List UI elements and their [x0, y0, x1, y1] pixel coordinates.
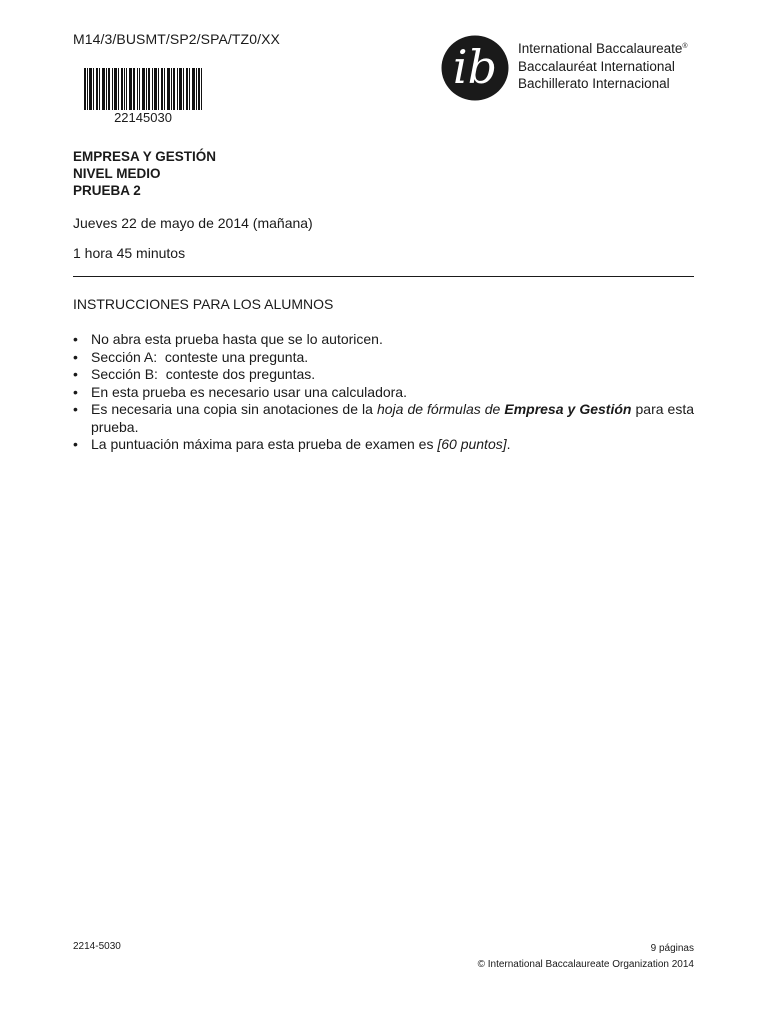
subject-level: NIVEL MEDIO [73, 166, 161, 181]
max-points: [60 puntos] [437, 436, 507, 452]
subject-ref: Empresa y Gestión [504, 401, 632, 417]
list-item: • Sección B: conteste dos preguntas. [73, 366, 316, 382]
subject-block [73, 148, 216, 199]
divider [73, 276, 694, 277]
footer-right [478, 941, 694, 973]
exam-date: Jueves 22 de mayo de 2014 (mañana) [73, 215, 313, 231]
paper-number: PRUEBA 2 [73, 183, 141, 198]
barcode-number: 22145030 [114, 110, 172, 125]
ib-name-english: International Baccalaureate® [518, 41, 688, 56]
ib-name-french: Baccalauréat International [518, 58, 675, 74]
ib-logo [441, 35, 509, 101]
bullet: • [73, 348, 78, 365]
formula-sheet-ref: hoja de fórmulas de [376, 401, 501, 417]
ib-logo-text: ib [452, 40, 498, 94]
list-item: • Es necesaria una copia sin anotaciones de la hoja de fórmulas de Empresa y Gestión para esta prueba. [73, 401, 695, 435]
ib-organization-names [518, 40, 688, 93]
list-item: • En esta prueba es necesario usar una calculadora. [73, 383, 407, 400]
bullet: • [73, 401, 78, 417]
bullet: • [73, 436, 78, 452]
instructions-title: INSTRUCCIONES PARA LOS ALUMNOS [73, 296, 334, 312]
list-item: • La puntuación máxima para esta prueba de examen es [60 puntos]. [73, 436, 511, 452]
bullet: • [73, 366, 78, 382]
list-item: • No abra esta prueba hasta que se lo autoricen. [73, 331, 383, 347]
paper-code: M14/3/BUSMT/SP2/SPA/TZ0/XX [73, 31, 280, 47]
exam-duration: 1 hora 45 minutos [73, 245, 186, 261]
copyright: © International Baccalaureate Organization 2014 [477, 959, 694, 970]
footer-code: 2214-5030 [73, 941, 121, 952]
page-count: 9 páginas [650, 943, 694, 954]
subject-name: EMPRESA Y GESTIÓN [73, 149, 217, 164]
instructions-list [73, 331, 694, 454]
registered-mark: ® [682, 43, 688, 50]
barcode [84, 68, 202, 110]
ib-name-spanish: Bachillerato Internacional [518, 76, 670, 91]
list-item: • Sección A: conteste una pregunta. [73, 348, 309, 365]
bullet: • [73, 383, 78, 400]
bullet: • [73, 331, 78, 347]
